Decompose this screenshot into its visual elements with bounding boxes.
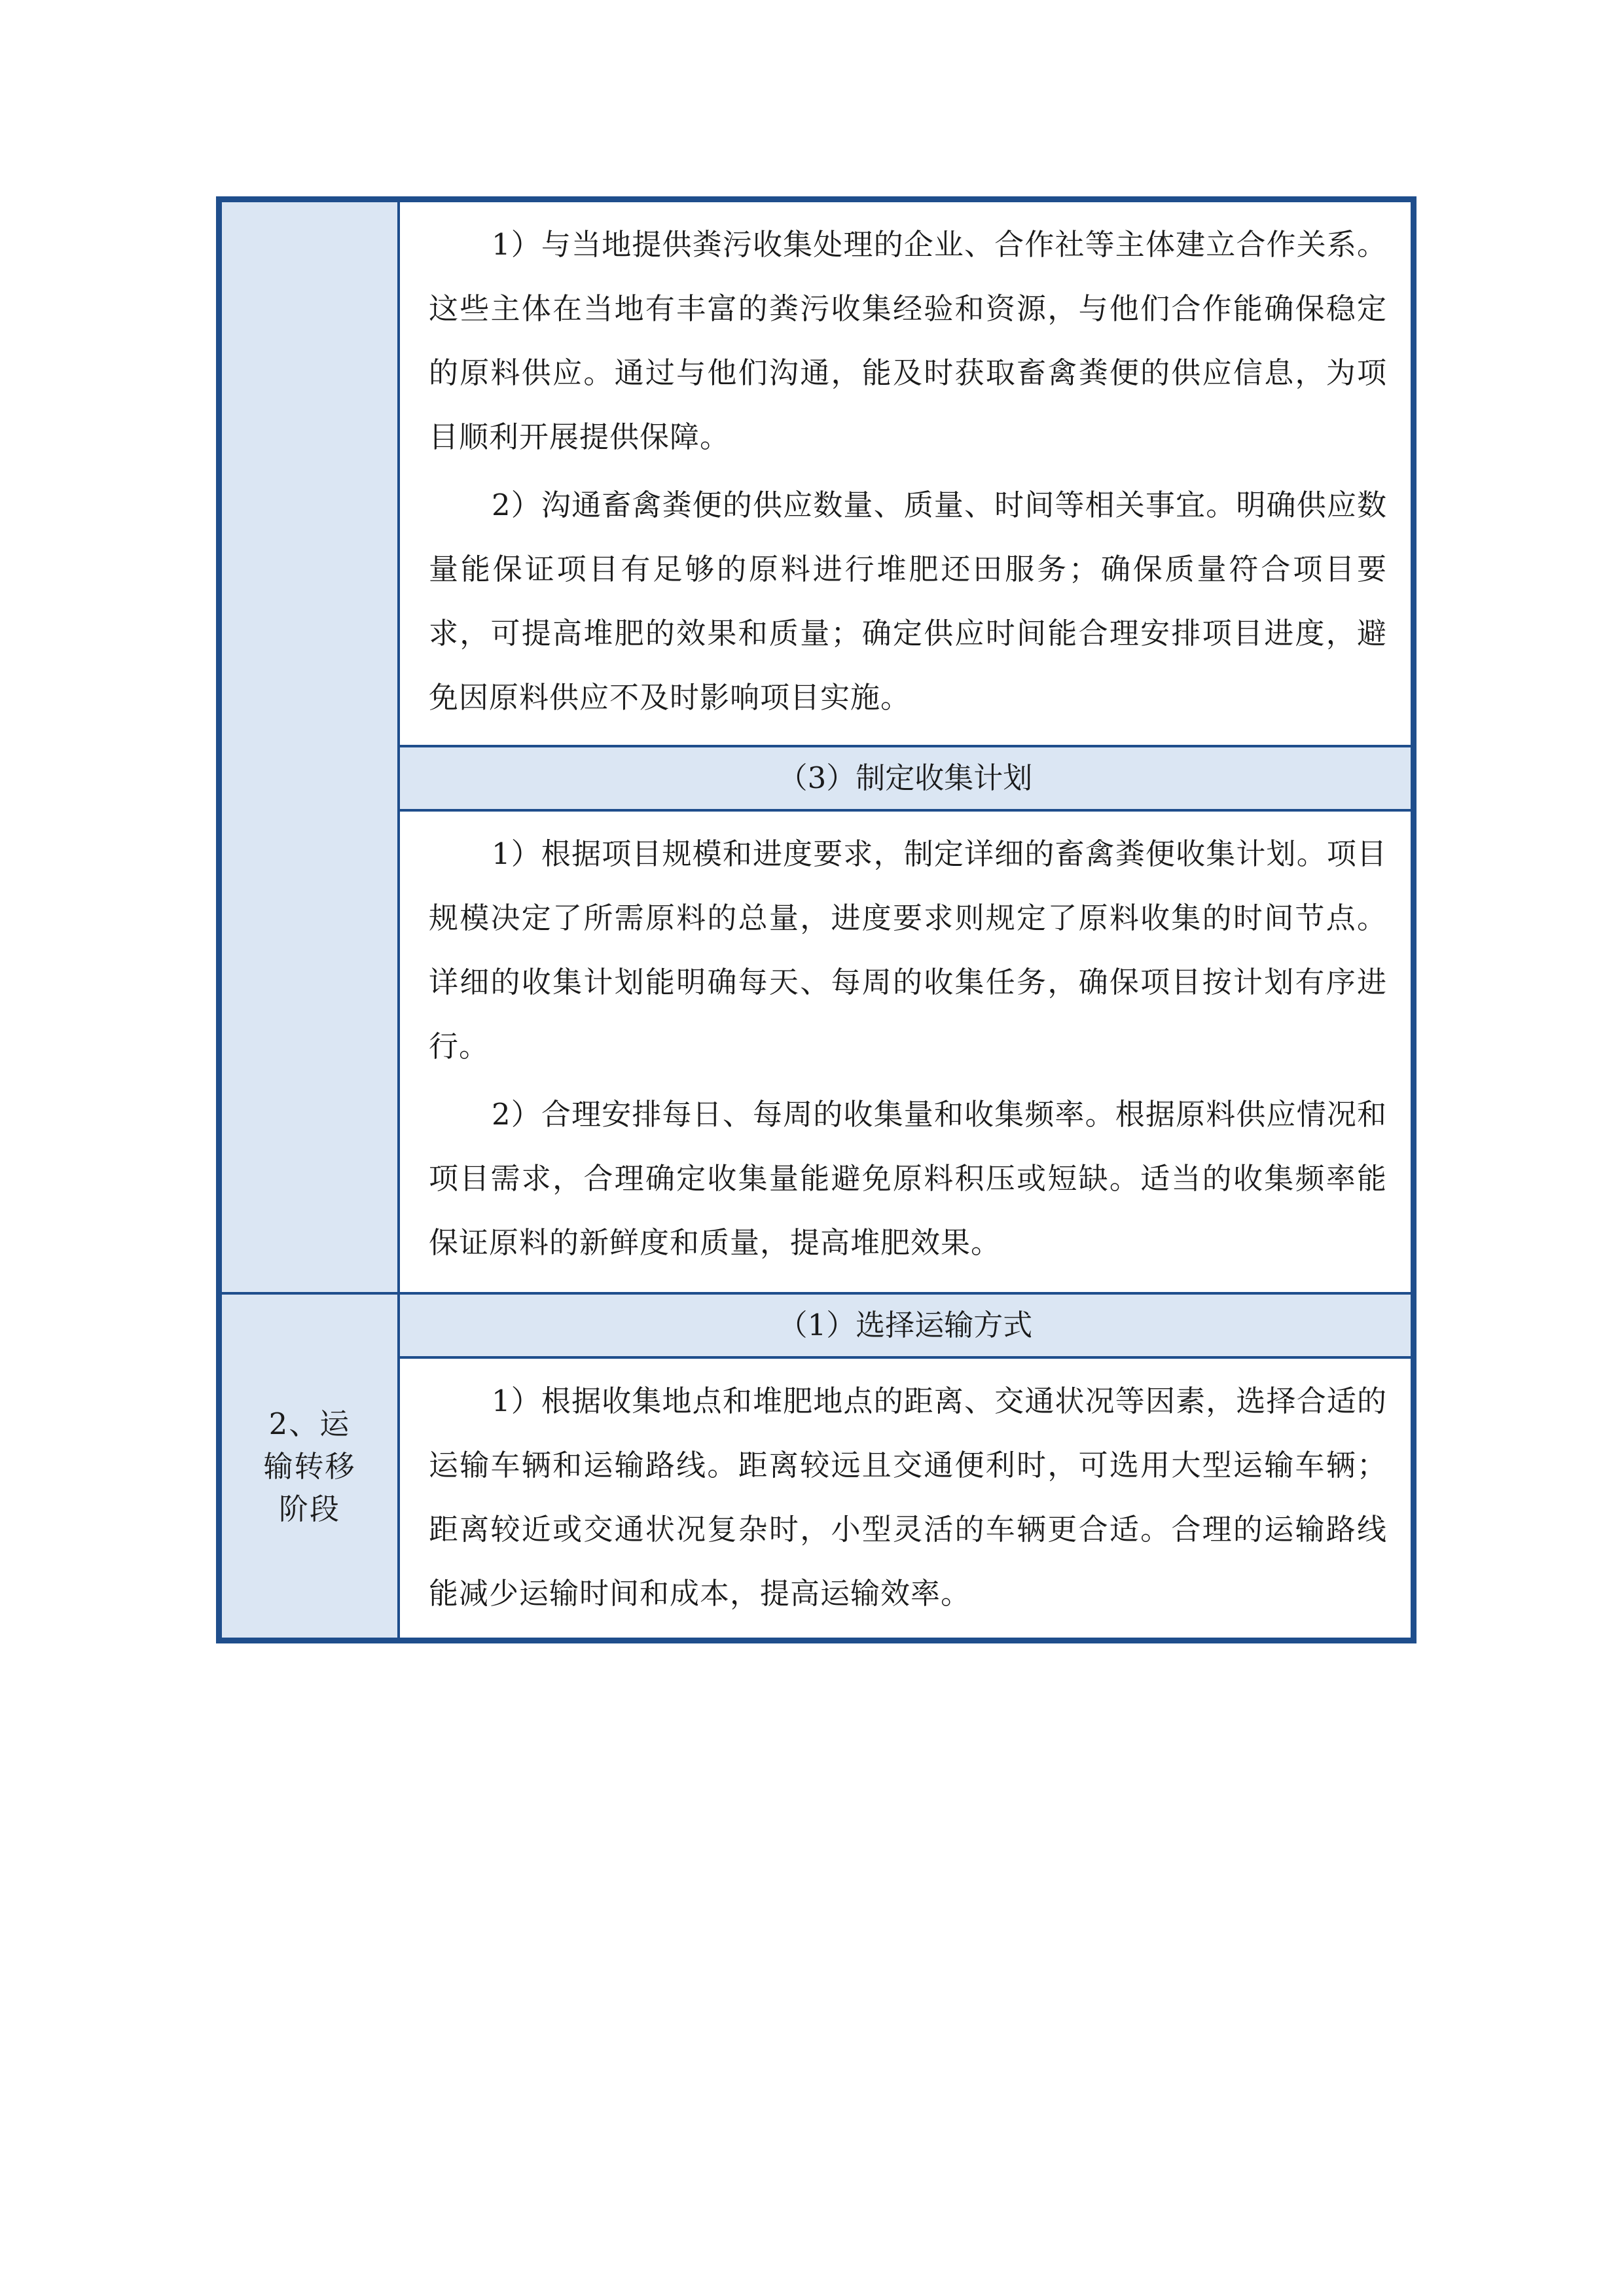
stage-cell-continued	[219, 200, 399, 1294]
section-heading: （1）选择运输方式	[399, 1293, 1414, 1357]
paragraph: 1）根据项目规模和进度要求，制定详细的畜禽粪便收集计划。项目规模决定了所需原料的总量，进度要求则规定了原料收集的时间节点。详细的收集计划能明确每天、每周的收集任务，确保项目按计划有序进行。	[429, 836, 1387, 1064]
stage-cell	[219, 1293, 399, 1641]
table-row	[219, 1357, 1414, 1641]
paragraph: 1）与当地提供粪污收集处理的企业、合作社等主体建立合作关系。这些主体在当地有丰富的粪污收集经验和资源，与他们合作能确保稳定的原料供应。通过与他们沟通，能及时获取畜禽粪便的供应信息，为项目顺利开展提供保障。	[429, 227, 1387, 454]
transport-mode-content	[399, 1357, 1414, 1641]
table-row	[219, 746, 1414, 810]
table-row	[219, 200, 1414, 747]
process-table	[216, 196, 1416, 1643]
paragraph: 1）根据收集地点和堆肥地点的距离、交通状况等因素，选择合适的运输车辆和运输路线。距离较远且交通便利时，可选用大型运输车辆；距离较近或交通状况复杂时，小型灵活的车辆更合适。合理的运输路线能减少运输时间和成本，提高运输效率。	[429, 1384, 1387, 1611]
collection-plan-content	[399, 810, 1414, 1293]
stage-label: 2、运输转移阶段	[263, 1406, 356, 1526]
table-row	[219, 1293, 1414, 1357]
paragraph: 2）沟通畜禽粪便的供应数量、质量、时间等相关事宜。明确供应数量能保证项目有足够的原料进行堆肥还田服务；确保质量符合项目要求，可提高堆肥的效果和质量；确定供应时间能合理安排项目进度，避免因原料供应不及时影响项目实施。	[429, 488, 1387, 715]
section-heading: （3）制定收集计划	[399, 746, 1414, 810]
paragraph: 2）合理安排每日、每周的收集量和收集频率。根据原料供应情况和项目需求，合理确定收集量能避免原料积压或短缺。适当的收集频率能保证原料的新鲜度和质量，提高堆肥效果。	[429, 1097, 1387, 1260]
table-row	[219, 810, 1414, 1293]
supply-cooperation-content	[399, 200, 1414, 747]
